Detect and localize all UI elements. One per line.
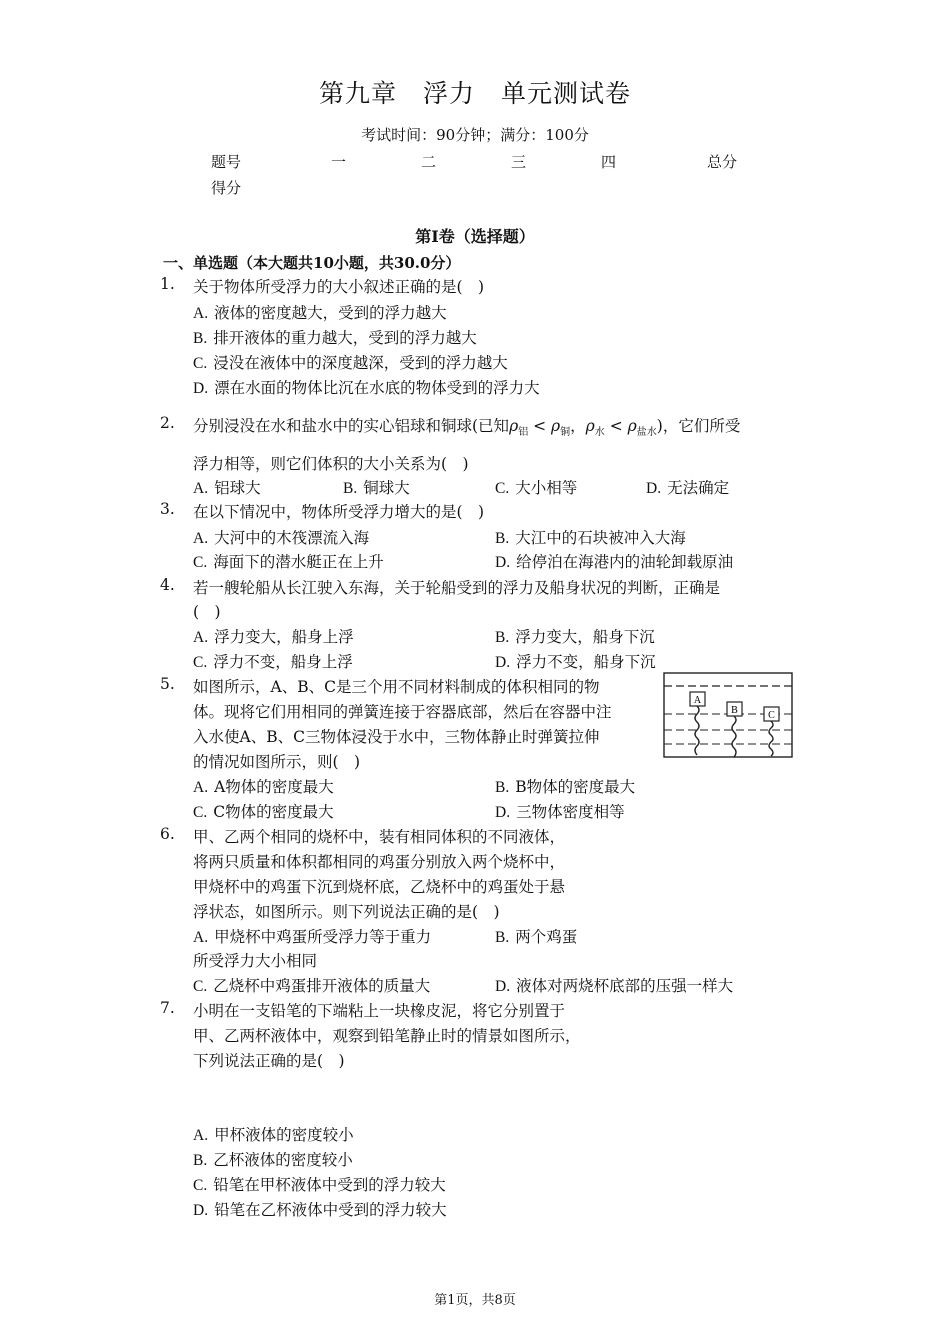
- spring-container-figure: [663, 672, 793, 758]
- question-stem: 如图所示，A、B、C是三个用不同材料制成的体积相同的物: [193, 678, 600, 696]
- label-b: B: [731, 705, 738, 716]
- option-b-continued: 所受浮力大小相同: [193, 952, 318, 970]
- question-stem: 小明在一支铅笔的下端粘上一块橡皮泥，将它分别置于: [193, 1002, 566, 1020]
- option-b: B. 铜球大: [343, 479, 410, 497]
- option-b: B. 大江中的石块被冲入大海: [495, 529, 686, 547]
- question-stem: 浮状态，如图所示。则下列说法正确的是( ): [193, 903, 500, 921]
- question-stem: 若一艘轮船从长江驶入东海，关于轮船受到的浮力及船身状况的判断，正确是: [193, 579, 721, 597]
- option-d: D. 浮力不变，船身下沉: [495, 653, 656, 671]
- question-stem: 甲、乙两杯液体中，观察到铅笔静止时的情景如图所示，: [193, 1027, 581, 1045]
- option-d: D. 无法确定: [646, 479, 730, 497]
- score-header-number: 题号: [211, 153, 242, 171]
- question-number: 5.: [160, 675, 175, 693]
- score-header-total: 总分: [707, 153, 738, 171]
- option-d: D. 铅笔在乙杯液体中受到的浮力较大: [193, 1201, 447, 1219]
- question-stem: 入水使A、B、C三物体浸没于水中，三物体静止时弹簧拉伸: [193, 728, 600, 746]
- score-header-1: 一: [331, 153, 347, 171]
- label-c: C: [768, 710, 775, 721]
- option-a: A. 大河中的木筏漂流入海: [193, 529, 370, 547]
- exam-info: 考试时间：90分钟；满分：100分: [361, 126, 589, 144]
- part-title: 第I卷（选择题）: [415, 227, 535, 246]
- option-a: A. A物体的密度最大: [193, 778, 334, 796]
- question-number: 4.: [160, 576, 175, 594]
- option-a: A. 浮力变大，船身上浮: [193, 628, 354, 646]
- option-d: D. 给停泊在海港内的油轮卸载原油: [495, 553, 734, 571]
- question-stem: 甲烧杯中的鸡蛋下沉到烧杯底，乙烧杯中的鸡蛋处于悬: [193, 878, 566, 896]
- question-number: 7.: [160, 999, 175, 1017]
- question-stem: ( ): [193, 603, 221, 621]
- option-a: A. 铝球大: [193, 479, 261, 497]
- score-header-4: 四: [601, 153, 617, 171]
- option-b: B. 排开液体的重力越大，受到的浮力越大: [193, 329, 477, 347]
- option-b: B. 乙杯液体的密度较小: [193, 1151, 353, 1169]
- option-a: A. 甲杯液体的密度较小: [193, 1126, 354, 1144]
- option-c: C. 乙烧杯中鸡蛋排开液体的质量大: [193, 977, 431, 995]
- question-stem: 浮力相等，则它们体积的大小关系为( ): [193, 455, 469, 473]
- option-c: C. 浮力不变，船身上浮: [193, 653, 353, 671]
- option-b: B. 浮力变大，船身下沉: [495, 628, 655, 646]
- question-number: 3.: [160, 500, 175, 518]
- option-d: D. 液体对两烧杯底部的压强一样大: [495, 977, 734, 995]
- score-header-3: 三: [511, 153, 527, 171]
- option-c: C. C物体的密度最大: [193, 803, 334, 821]
- page-title: 第九章 浮力 单元测试卷: [318, 79, 631, 108]
- question-stem: 体。现将它们用相同的弹簧连接于容器底部，然后在容器中注: [193, 703, 612, 721]
- question-stem: 甲、乙两个相同的烧杯中，装有相同体积的不同液体，: [193, 828, 566, 846]
- option-c: C. 铅笔在甲杯液体中受到的浮力较大: [193, 1176, 446, 1194]
- score-header-2: 二: [421, 153, 437, 171]
- question-stem: 的情况如图所示，则( ): [193, 753, 361, 771]
- question-stem-formula: 分别浸没在水和盐水中的实心铝球和铜球(已知$\rho_铝 < \rho_铜$，$\rho_水 < \rho_{盐水}$)，它们所受: [193, 417, 741, 439]
- score-row-label: 得分: [211, 179, 242, 197]
- option-b: B. 两个鸡蛋: [495, 928, 578, 946]
- section-title: 一、单选题（本大题共10小题，共30.0分）: [163, 254, 461, 272]
- question-stem: 下列说法正确的是( ): [193, 1052, 345, 1070]
- option-c: C. 浸没在液体中的深度越深，受到的浮力越大: [193, 354, 508, 372]
- option-d: D. 漂在水面的物体比沉在水底的物体受到的浮力大: [193, 379, 540, 397]
- option-c: C. 大小相等: [495, 479, 578, 497]
- question-stem: 将两只质量和体积都相同的鸡蛋分别放入两个烧杯中，: [193, 853, 566, 871]
- option-c: C. 海面下的潜水艇正在上升: [193, 553, 384, 571]
- option-a: A. 液体的密度越大，受到的浮力越大: [193, 304, 447, 322]
- question-number: 1.: [160, 275, 175, 293]
- page-footer: 第1页，共8页: [434, 1293, 516, 1308]
- label-a: A: [693, 695, 702, 706]
- question-number: 2.: [160, 414, 175, 432]
- option-d: D. 三物体密度相等: [495, 803, 625, 821]
- question-number: 6.: [160, 825, 175, 843]
- question-stem: 关于物体所受浮力的大小叙述正确的是( ): [193, 278, 485, 296]
- question-stem: 在以下情况中，物体所受浮力增大的是( ): [193, 503, 485, 521]
- option-a: A. 甲烧杯中鸡蛋所受浮力等于重力: [193, 928, 432, 946]
- option-b: B. B物体的密度最大: [495, 778, 636, 796]
